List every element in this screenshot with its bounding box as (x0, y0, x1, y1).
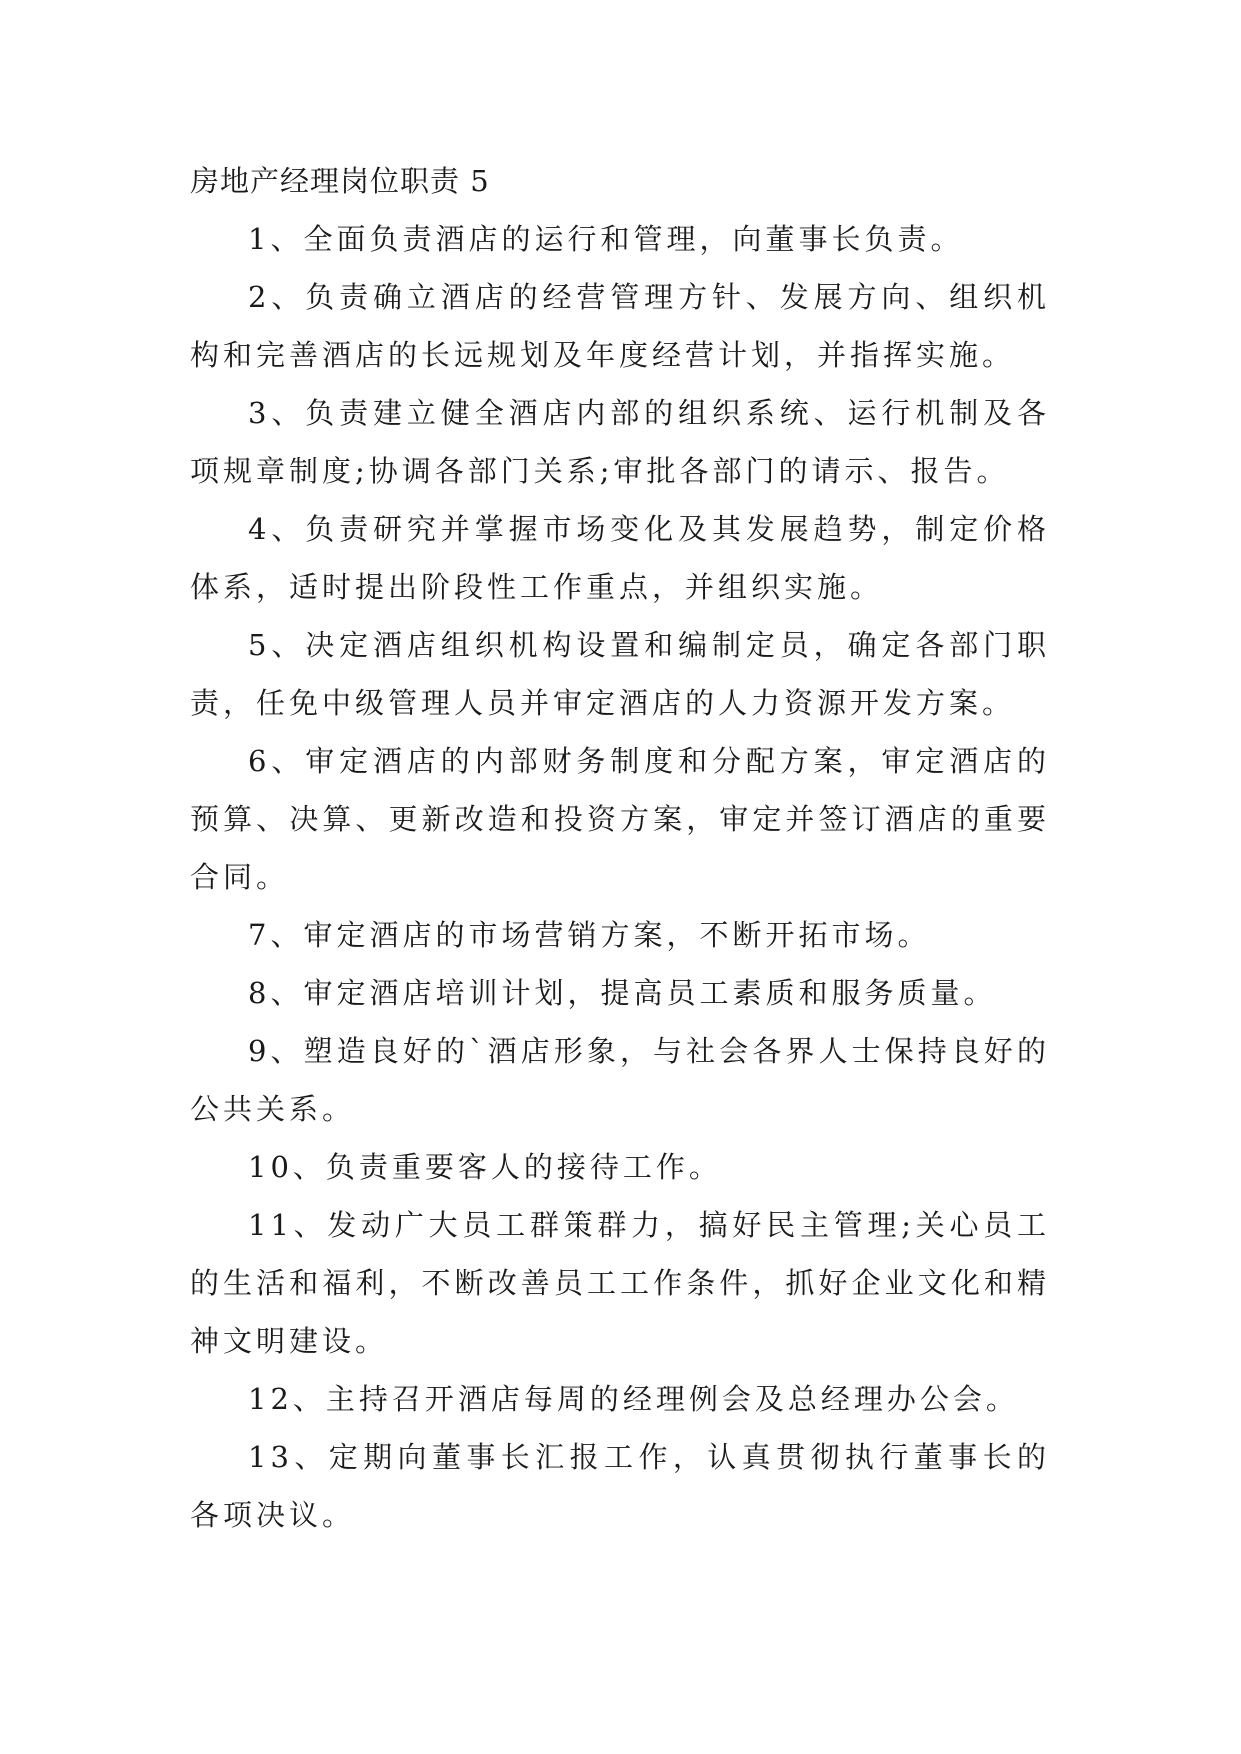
duty-item-3: 3、负责建立健全酒店内部的组织系统、运行机制及各项规章制度;协调各部门关系;审批各部门的请示、报告。 (190, 396, 1050, 488)
duty-item-8: 8、审定酒店培训计划，提高员工素质和服务质量。 (248, 976, 997, 1010)
duty-item-5: 5、决定酒店组织机构设置和编制定员，确定各部门职责，任免中级管理人员并审定酒店的人力资源开发方案。 (190, 628, 1050, 720)
duty-list (190, 210, 1050, 1544)
duty-item-9: 9、塑造良好的`酒店形象，与社会各界人士保持良好的公共关系。 (190, 1034, 1050, 1126)
duty-item-10: 10、负责重要客人的接待工作。 (248, 1150, 722, 1184)
duty-item-2: 2、负责确立酒店的经营管理方针、发展方向、组织机构和完善酒店的长远规划及年度经营计划，并指挥实施。 (190, 280, 1050, 372)
duty-item-11: 11、发动广大员工群策群力，搞好民主管理;关心员工的生活和福利，不断改善员工工作条件，抓好企业文化和精神文明建设。 (190, 1208, 1050, 1358)
document-title: 房地产经理岗位职责 5 (190, 164, 490, 198)
document-body (190, 152, 1050, 1544)
duty-item-13: 13、定期向董事长汇报工作，认真贯彻执行董事长的各项决议。 (190, 1440, 1050, 1532)
duty-item-6: 6、审定酒店的内部财务制度和分配方案，审定酒店的预算、决算、更新改造和投资方案，审定并签订酒店的重要合同。 (190, 744, 1050, 894)
duty-item-1: 1、全面负责酒店的运行和管理，向董事长负责。 (248, 222, 964, 256)
duty-item-7: 7、审定酒店的市场营销方案，不断开拓市场。 (248, 918, 931, 952)
duty-item-4: 4、负责研究并掌握市场变化及其发展趋势，制定价格体系，适时提出阶段性工作重点，并组织实施。 (190, 512, 1050, 604)
duty-item-12: 12、主持召开酒店每周的经理例会及总经理办公会。 (248, 1382, 1019, 1416)
